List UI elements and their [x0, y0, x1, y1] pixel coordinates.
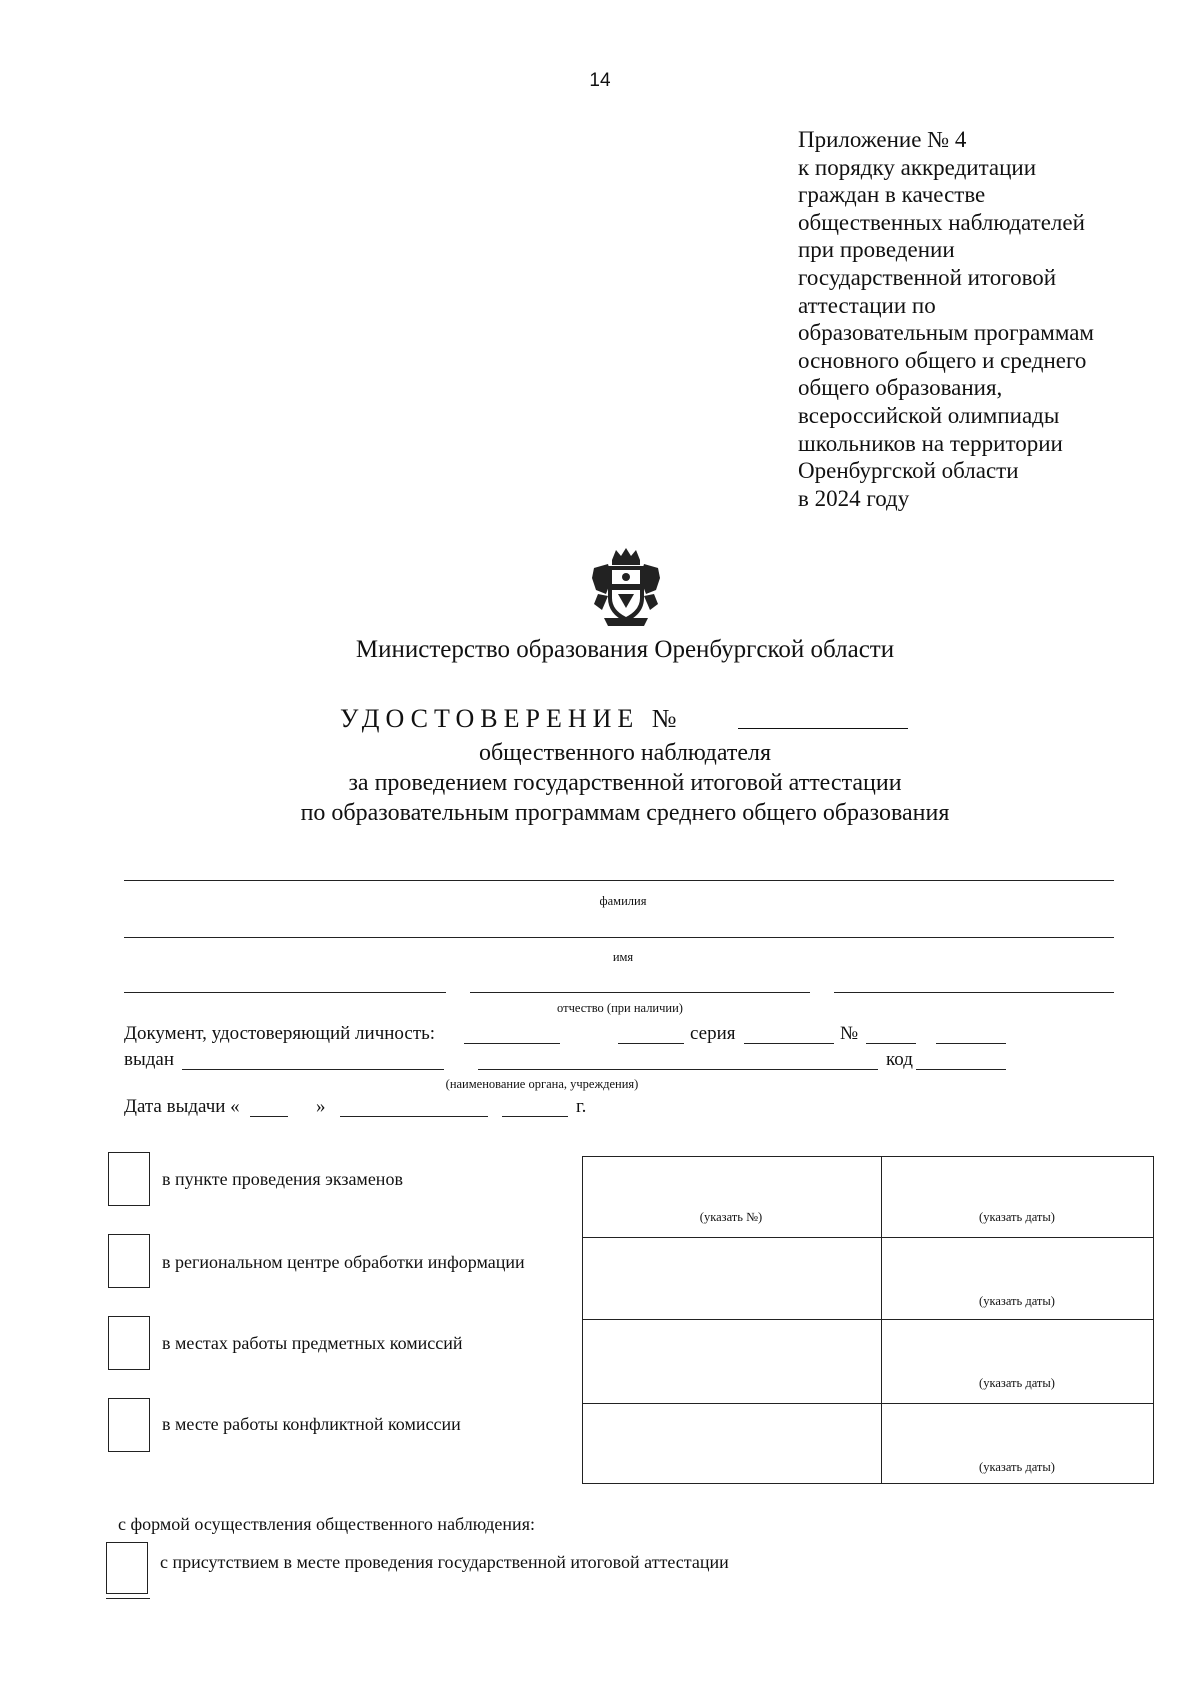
form-section-label: с формой осуществления общественного наблюдения: [118, 1514, 535, 1534]
issue-month-line[interactable] [340, 1116, 488, 1117]
patronymic-line[interactable] [470, 992, 810, 993]
appendix-line: общественных наблюдателей [798, 209, 1085, 235]
conflict-commission-checkbox[interactable] [108, 1398, 150, 1452]
appendix-line: школьников на территории [798, 430, 1063, 456]
document-type-line[interactable] [618, 1043, 684, 1044]
ministry-name: Министерство образования Оренбургской области [355, 636, 895, 663]
series-line[interactable] [744, 1043, 834, 1044]
number-label: № [840, 1023, 859, 1044]
patronymic-line[interactable] [124, 992, 446, 993]
appendix-line: в 2024 году [798, 485, 910, 511]
issued-label: выдан [124, 1049, 175, 1070]
appendix-line: к порядку аккредитации [798, 154, 1037, 180]
page-number: 14 [589, 70, 611, 91]
patronymic-caption: отчество (при наличии) [557, 1001, 683, 1015]
series-label: серия [690, 1023, 736, 1044]
document-type-line[interactable] [464, 1043, 560, 1044]
details-table [582, 1156, 1154, 1484]
table-divider [881, 1157, 882, 1483]
name-caption: имя [612, 950, 634, 964]
regional-center-checkbox[interactable] [108, 1234, 150, 1288]
appendix-line: Оренбургской области [798, 458, 1019, 484]
exam-point-checkbox[interactable] [108, 1152, 150, 1206]
subject-commission-checkbox[interactable] [108, 1316, 150, 1370]
appendix-line: общего образования, [798, 375, 1003, 401]
document-label: Документ, удостоверяющий личность: [124, 1023, 436, 1044]
code-label: код [886, 1049, 913, 1070]
number-line[interactable] [866, 1043, 916, 1044]
appendix-header [798, 126, 1094, 512]
issue-year-line[interactable] [502, 1116, 568, 1117]
issued-by-line[interactable] [478, 1069, 878, 1070]
issue-date-close: » [316, 1096, 326, 1117]
appendix-line: образовательным программам [798, 320, 1094, 346]
table-row-divider [583, 1237, 1153, 1238]
certificate-subtitle: по образовательным программам среднего общего образования [300, 800, 950, 826]
checkbox-underline [106, 1598, 150, 1599]
appendix-line: всероссийской олимпиады [798, 402, 1060, 428]
issue-date-label: Дата выдачи « [124, 1096, 240, 1117]
issue-day-line[interactable] [250, 1116, 288, 1117]
certificate-subtitle: за проведением государственной итоговой аттестации [348, 770, 902, 796]
issued-by-line[interactable] [182, 1069, 444, 1070]
surname-line[interactable] [124, 880, 1114, 881]
appendix-line: граждан в качестве [798, 182, 986, 208]
certificate-subtitle: общественного наблюдателя [478, 740, 772, 766]
name-line[interactable] [124, 937, 1114, 938]
code-line[interactable] [916, 1069, 1006, 1070]
certificate-number-line [738, 728, 908, 729]
appendix-line: Приложение № 4 [798, 127, 967, 152]
hint-dates: (указать даты) [979, 1460, 1055, 1474]
table-row-divider [583, 1403, 1153, 1404]
year-suffix: г. [576, 1096, 587, 1117]
appendix-line: основного общего и среднего [798, 347, 1087, 373]
issuer-caption: (наименование органа, учреждения) [445, 1077, 639, 1091]
table-row-divider [583, 1319, 1153, 1320]
hint-dates: (указать даты) [979, 1376, 1055, 1390]
option-label: в местах работы предметных комиссий [162, 1333, 463, 1353]
option-label: в региональном центре обработки информации [162, 1252, 525, 1272]
appendix-line: при проведении [798, 237, 955, 263]
option-label: с присутствием в месте проведения государственной итоговой аттестации [160, 1552, 729, 1572]
hint-exam-number: (указать №) [699, 1210, 763, 1224]
coat-of-arms-icon [590, 548, 662, 626]
appendix-line: аттестации по [798, 292, 936, 318]
number-line[interactable] [936, 1043, 1006, 1044]
patronymic-line[interactable] [834, 992, 1114, 993]
appendix-line: государственной итоговой [798, 264, 1057, 290]
presence-checkbox[interactable] [106, 1542, 148, 1594]
option-label: в месте работы конфликтной комиссии [162, 1414, 461, 1434]
option-label: в пункте проведения экзаменов [162, 1169, 403, 1189]
surname-caption: фамилия [599, 894, 647, 908]
hint-dates: (указать даты) [979, 1294, 1055, 1308]
hint-dates: (указать даты) [979, 1210, 1055, 1224]
certificate-title: УДОСТОВЕРЕНИЕ № [340, 704, 683, 733]
